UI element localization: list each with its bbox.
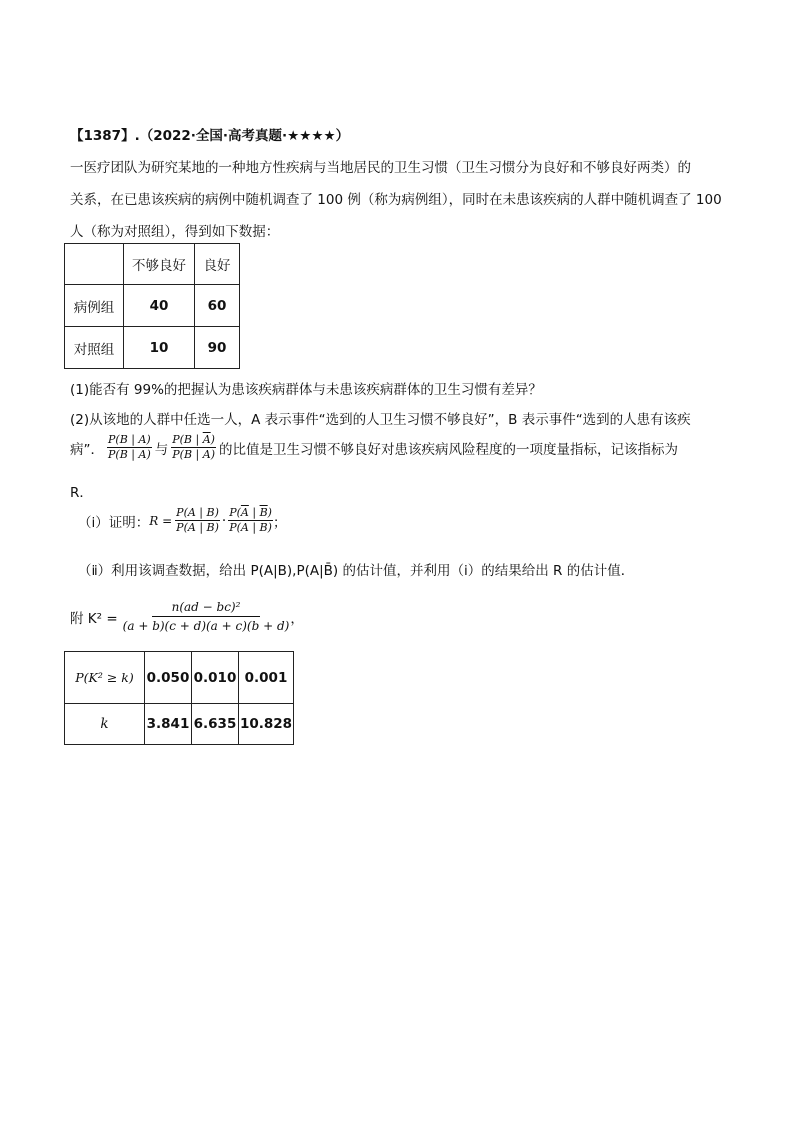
intro-line-2: 关系，在已患该疾病的病例中随机调查了 100 例（称为病例组），同时在未患该疾病的人群中随机调查了 100 [70, 192, 722, 208]
table-row [65, 652, 294, 704]
table-cell: 6.635 [192, 704, 239, 745]
data-table [64, 243, 240, 369]
table-cell: 0.001 [239, 652, 294, 704]
table-cell: 10 [124, 327, 195, 369]
table-header-cell [65, 244, 124, 285]
sub-i-end: ； [272, 514, 287, 531]
table-header-row [65, 244, 240, 285]
table-cell: 10.828 [239, 704, 294, 745]
formula-end: ， [290, 610, 304, 627]
question-1: (1)能否有 99%的把握认为患该疾病群体与未患该疾病群体的卫生习惯有差异？ [70, 382, 542, 398]
table-header-cell: 良好 [195, 244, 240, 285]
proof-fraction-2: $\frac{P(\overline{A} | \overline{B})}{P(A | \overline{B})}$ [229, 506, 272, 534]
question-2-line-2 [70, 433, 678, 462]
sub-question-i: （ⅰ）证明： R = $\frac{P(A | B)}{P(\overline{A} | B)}$ · $\frac{P(\overline{A} | \overline{B})}{P(A | \overline{B})}$ ； [78, 506, 287, 534]
table-cell: 0.010 [192, 652, 239, 704]
ratio-fraction-1: $\frac{P(B | A)}{P(\overline{B} | A)}$ [108, 433, 151, 461]
table-row [65, 704, 294, 745]
q2-line2-post: 的比值是卫生习惯不够良好对患该疾病风险程度的一项度量指标，记该指标为 [218, 441, 678, 458]
table-cell: 90 [195, 327, 240, 369]
formula-fraction [122, 598, 291, 635]
proof-fraction-1: $\frac{P(A | B)}{P(\overline{A} | B)}$ [176, 506, 219, 534]
table-cell: 40 [124, 285, 195, 327]
q2-line2-pre: 病”． [70, 441, 104, 458]
sub-question-ii: （ⅱ）利用该调查数据，给出 P(A|B),P(A|B̄) 的估计值，并利用（ⅰ）的结果给出 R 的估计值． [78, 563, 635, 579]
table-cell: 0.050 [145, 652, 192, 704]
row-label: 对照组 [65, 327, 124, 369]
formula-denominator: (a + b)(c + d)(a + c)(b + d) [122, 619, 290, 633]
table-cell: 3.841 [145, 704, 192, 745]
question-2-line-1: (2)从该地的人群中任选一人，A 表示事件“选到的人卫生习惯不够良好”，B 表示事件“选到的人患有该疾 [70, 412, 691, 428]
intro-line-1: 一医疗团队为研究某地的一种地方性疾病与当地居民的卫生习惯（卫生习惯分为良好和不够良好两类）的 [70, 160, 691, 176]
critical-value-table [64, 651, 294, 745]
table-row [65, 285, 240, 327]
ratio-fraction-2: $\frac{P(B | \overline{A})}{P(\overline{B} | \overline{A})}$ [172, 433, 215, 461]
table-row [65, 327, 240, 369]
row-label: k [65, 704, 145, 745]
table-header-cell: 不够良好 [124, 244, 195, 285]
row-label: 病例组 [65, 285, 124, 327]
q2-line2-mid: 与 [154, 441, 169, 458]
formula-label: 附 K² = [70, 610, 118, 627]
intro-line-3: 人（称为对照组），得到如下数据： [70, 224, 280, 240]
row-label: P(K² ≥ k) [65, 652, 145, 704]
problem-header: 【1387】.（2022·全国·高考真题·★★★★） [70, 128, 350, 144]
chi-square-formula [70, 598, 304, 635]
question-2-line-3: R． [70, 485, 93, 501]
table-cell: 60 [195, 285, 240, 327]
sub-i-label: （ⅰ）证明： [78, 514, 150, 531]
formula-numerator: n(ad − bc)² [152, 598, 261, 617]
